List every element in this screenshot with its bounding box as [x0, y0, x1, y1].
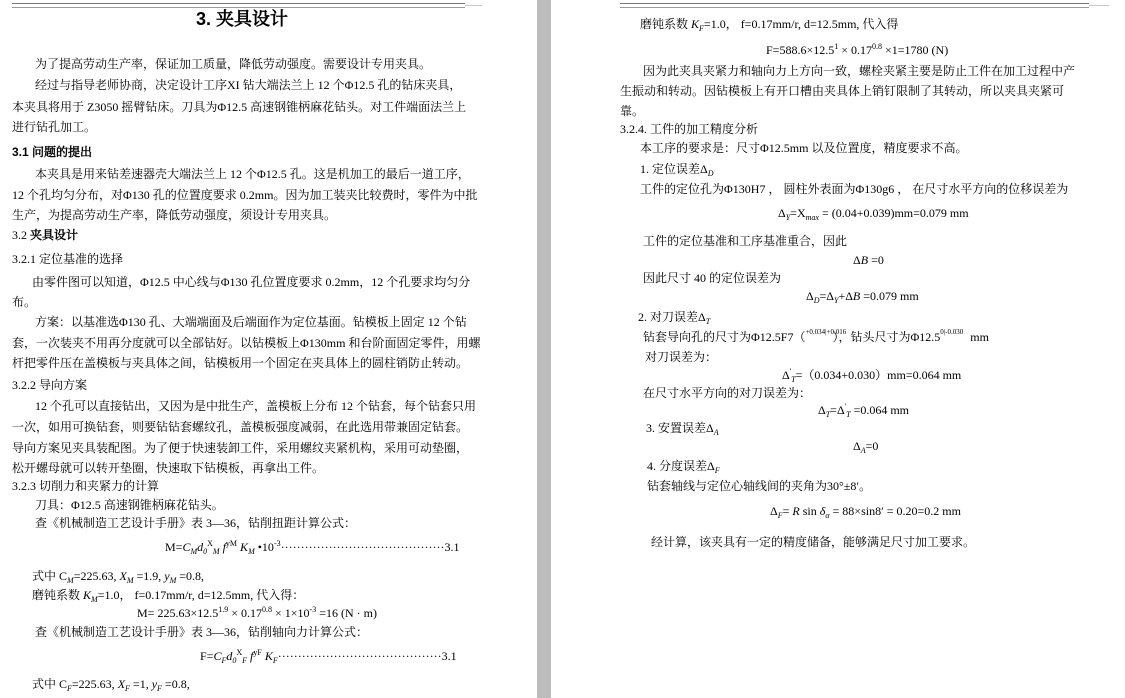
text-segment: = (0.04+0.039)mm=0.079 mm — [818, 206, 969, 220]
text-segment: δ — [819, 504, 826, 518]
text-segment: Δ — [853, 439, 861, 453]
text-segment: =0.079 mm — [860, 289, 919, 303]
text-segment: 3.2.1 定位基准的选择 — [12, 252, 124, 266]
text-segment: =1.0， f=0.17mm/r, d=12.5mm, 代入得： — [97, 588, 305, 602]
text-segment: 经计算，该夹具有一定的精度储备，能够满足尺寸加工要求。 — [651, 535, 976, 549]
text-segment: F — [699, 24, 704, 33]
text-line — [12, 479, 159, 494]
text-line — [806, 289, 919, 304]
text-line — [620, 122, 758, 137]
text-line — [35, 399, 476, 414]
text-segment: d — [226, 649, 233, 663]
text-segment: B — [852, 289, 861, 303]
text-segment: K — [83, 588, 92, 602]
text-segment: X — [119, 569, 127, 583]
text-line — [196, 9, 289, 29]
text-line — [32, 588, 304, 603]
text-segment: =225.63, — [73, 569, 120, 583]
text-line — [643, 386, 811, 401]
text-segment: M — [67, 576, 74, 585]
text-segment: M= 225.63×12.5 — [137, 606, 219, 620]
document-page-right — [551, 0, 1125, 698]
text-line — [12, 441, 468, 456]
text-segment: 3.2.2 导向方案 — [12, 378, 88, 392]
text-segment: =16 (N · m) — [316, 606, 377, 620]
text-segment: A — [713, 428, 719, 437]
text-segment: 经过与指导老师协商，决定设计工序XI 钻大端法兰上 12 个Φ12.5 孔的钻床夹具， — [35, 78, 462, 92]
text-line — [640, 141, 967, 156]
text-segment: Δ — [853, 253, 861, 267]
text-segment: 0.8 — [262, 605, 272, 614]
text-line — [12, 295, 36, 310]
text-line — [778, 206, 969, 221]
text-segment: 一次，如用可换钻套，则要钻钻套螺纹孔，盖模板强度减弱，在此选用带兼固定钻套。 — [12, 420, 469, 434]
text-segment: 0 — [232, 656, 237, 665]
text-line — [35, 167, 470, 182]
text-segment: 方案：以基准选Φ130 孔、大端端面及后端面作为定位基面。钻模板上固定 12 个钻 — [35, 315, 467, 329]
text-segment: =X — [790, 206, 806, 220]
text-segment: 4. 分度误差Δ — [647, 459, 715, 473]
text-segment: × 0.17 — [838, 43, 872, 57]
text-segment: X — [236, 648, 243, 657]
text-segment: 式中 C — [32, 677, 68, 691]
text-segment: d — [197, 540, 204, 554]
page-top-border — [12, 3, 465, 8]
text-segment: 导向方案见夹具装配图。为了便于快速装卸工件，采用螺纹夹紧机构，采用可动垫圈， — [12, 441, 469, 455]
text-segment: +Δ — [838, 289, 853, 303]
text-segment: ' — [844, 402, 847, 411]
text-segment: 本工序的要求是：尺寸Φ12.5mm 以及位置度，精度要求不高。 — [640, 141, 968, 155]
text-segment: 工件的定位孔为Φ130H7 ， 圆柱外表面为Φ130g6 ， 在尺寸水平方向的位移误差为 — [640, 182, 1069, 196]
tolerance-stack: 0|-0.030 — [940, 328, 964, 337]
text-segment: M — [190, 547, 198, 556]
text-segment: M — [248, 547, 255, 556]
text-segment: 钻套轴线与定位心轴线间的夹角为30°±8′。 — [647, 479, 872, 493]
text-segment: K — [691, 17, 700, 31]
text-segment: =Δ — [830, 403, 845, 417]
text-segment: 钻套导向孔的尺寸为Φ12.5F7（ — [643, 330, 806, 344]
text-segment: 1 — [834, 42, 839, 51]
text-segment: 0 — [203, 547, 208, 556]
text-line — [32, 677, 190, 692]
text-segment: =（0.034+0.030）mm=0.064 mm — [795, 368, 962, 382]
text-line — [12, 336, 480, 351]
text-segment: × 1×10 — [272, 606, 310, 620]
text-segment: α — [825, 511, 830, 520]
text-segment: C — [182, 540, 191, 554]
text-line — [12, 420, 468, 435]
text-segment: M — [212, 547, 220, 556]
text-segment: R — [792, 504, 800, 518]
text-segment: y — [151, 677, 158, 691]
text-line — [200, 649, 457, 664]
text-line — [640, 17, 898, 32]
chapter-title: 3. 夹具设计 — [196, 9, 289, 29]
text-line — [32, 275, 470, 290]
text-line — [12, 208, 336, 223]
text-segment: 由零件图可以知道，Φ12.5 中心线与Φ130 孔位置度要求 0.2mm，12 个孔要求均匀分 — [32, 275, 471, 289]
text-segment: ×1=1780 (N) — [882, 43, 949, 57]
text-line — [12, 378, 87, 393]
text-segment: F — [242, 656, 248, 665]
text-segment: 为了提高劳动生产率，保证加工质量，降低劳动强度。需要设计专用夹具。 — [35, 57, 432, 71]
text-segment: T — [791, 375, 796, 384]
text-segment: ·········································3.1 — [280, 540, 460, 554]
text-segment: y — [164, 569, 170, 583]
text-segment: =0.8, — [176, 569, 205, 583]
text-segment: 12 个孔均匀分布，对Φ130 孔的位置度要求 0.2mm。因为加工装夹比较费时，零件为中批 — [12, 188, 478, 202]
text-segment: 进行钻孔加工。 — [12, 120, 97, 134]
text-segment: D — [707, 169, 714, 178]
text-segment: 2. 对刀误差Δ — [638, 310, 706, 324]
text-line — [640, 182, 1068, 197]
text-line — [35, 516, 356, 531]
text-line — [620, 84, 1064, 99]
text-segment: X — [207, 539, 213, 548]
text-segment: =Δ — [819, 289, 834, 303]
text-line — [818, 403, 909, 418]
text-segment: 生振动和转动。因钻模板上有开口槽由夹具体上销钉限制了其转动，所以夹具夹紧可 — [620, 84, 1065, 98]
text-segment: 因为此夹具夹紧力和轴向力上方向一致，螺栓夹紧主要是防止工件在加工过程中产 — [643, 64, 1076, 78]
text-line — [12, 145, 92, 160]
text-line — [165, 540, 459, 555]
text-segment: mm — [967, 330, 989, 344]
text-segment: 磨钝系数 — [32, 588, 84, 602]
text-segment: -3 — [309, 605, 317, 614]
text-segment: =225.63, — [71, 677, 118, 691]
text-line — [643, 64, 1075, 79]
text-line — [12, 356, 468, 371]
text-segment: Δ — [782, 368, 790, 382]
document-page-left — [0, 0, 537, 698]
text-segment: 杆把零件压在盖模板与夹具体之间，钻模板用一个固定在夹具体上的圆柱销防止转动。 — [12, 356, 469, 370]
text-line — [640, 162, 714, 177]
text-segment: yM — [225, 539, 238, 548]
text-segment: 在尺寸水平方向的对刀误差为： — [643, 386, 812, 400]
text-segment: F — [125, 684, 130, 693]
text-segment: M — [169, 576, 177, 585]
text-segment: 松开螺母就可以转开垫圈，快速取下钻模板，再拿出工件。 — [12, 461, 325, 475]
text-segment: K — [261, 649, 273, 663]
text-segment: T — [825, 410, 831, 419]
text-segment: =1, — [129, 677, 152, 691]
text-segment: B — [860, 253, 869, 267]
text-segment: C — [213, 649, 222, 663]
text-segment: 因此尺寸 40 的定位误差为 — [643, 271, 782, 285]
text-segment: A — [860, 446, 866, 455]
text-segment: =1.0， f=0.17mm/r, d=12.5mm, 代入得 — [703, 17, 899, 31]
text-line — [853, 253, 884, 268]
text-segment: -3 — [273, 539, 281, 548]
text-segment: F — [67, 684, 72, 693]
text-segment: 本夹具是用来钻差速器壳大端法兰上 12 个Φ12.5 孔。这是机加工的最后一道工序， — [35, 167, 470, 181]
text-line — [643, 330, 989, 345]
text-segment: K — [237, 540, 249, 554]
text-segment: yF — [253, 648, 262, 657]
text-segment: 生产，为提高劳动生产率，降低劳动强度，须设计专用夹具。 — [12, 208, 337, 222]
text-segment: F — [714, 466, 720, 475]
text-segment: 对刀误差为： — [645, 350, 718, 364]
text-line — [12, 461, 324, 476]
text-segment: max — [805, 213, 819, 222]
text-line — [35, 498, 224, 513]
text-line — [853, 439, 878, 454]
text-segment: 3.2.3 切削力和夹紧力的计算 — [12, 479, 160, 493]
text-segment: 3.2.4. 工件的加工精度分析 — [620, 122, 759, 136]
text-segment: 查《机械制造工艺设计手册》表 3—36，钻削扭距计算公式： — [35, 516, 357, 530]
text-line — [647, 479, 871, 494]
text-segment: f — [219, 540, 226, 554]
text-segment: =0 — [868, 253, 884, 267]
text-segment: F=588.6×12.5 — [766, 43, 835, 57]
text-segment: 0.8 — [872, 42, 882, 51]
text-line — [643, 234, 847, 249]
text-line — [12, 228, 78, 243]
text-segment: Δ — [770, 504, 778, 518]
text-segment: =0.8, — [161, 677, 190, 691]
text-line — [646, 421, 719, 436]
text-segment: =0.064 mm — [850, 403, 909, 417]
text-segment: ·········································3.1 — [277, 649, 457, 663]
text-line — [770, 504, 961, 519]
tolerance-stack: +0.034|+0.016 — [805, 328, 847, 337]
page-corner-mark — [1089, 5, 1109, 6]
text-segment: Y — [833, 296, 839, 305]
text-segment: Δ — [806, 289, 814, 303]
text-segment: 工件的定位基准和工序基准重合，因此 — [643, 234, 848, 248]
text-segment: Δ — [818, 403, 826, 417]
text-segment: 1.9 — [218, 605, 229, 614]
text-line — [137, 606, 377, 621]
text-segment: 靠。 — [620, 104, 645, 118]
text-segment: =0 — [865, 439, 879, 453]
text-segment: F — [272, 656, 278, 665]
text-line — [643, 271, 781, 286]
text-segment: ），钻头尺寸为Φ12.5 — [832, 330, 941, 344]
text-segment: sin — [799, 504, 820, 518]
text-segment: F= — [200, 649, 214, 663]
text-segment: X — [117, 677, 126, 691]
text-segment: F — [221, 656, 227, 665]
text-line — [766, 43, 948, 58]
text-line — [782, 368, 961, 383]
text-line — [12, 188, 477, 203]
text-line — [645, 350, 717, 365]
page-gutter — [537, 0, 551, 698]
text-segment: 夹具设计 — [30, 228, 79, 242]
text-segment: × 0.17 — [228, 606, 262, 620]
text-segment: 3. 安置误差Δ — [646, 421, 714, 435]
text-segment: 刀具：Φ12.5 高速钢锥柄麻花钻头。 — [35, 498, 224, 512]
text-segment: •10 — [254, 540, 274, 554]
text-segment: D — [813, 296, 820, 305]
text-segment: M — [126, 576, 134, 585]
text-segment: Y — [785, 213, 791, 222]
text-segment: 12 个孔可以直接钻出，又因为是中批生产，盖模板上分布 12 个钻套，每个钻套只用 — [35, 399, 477, 413]
page-top-border — [620, 3, 1089, 8]
text-segment: =1.9, — [133, 569, 165, 583]
text-segment: T — [705, 317, 711, 326]
text-segment: Δ — [778, 206, 786, 220]
text-line — [12, 100, 466, 115]
text-line — [620, 104, 644, 119]
text-segment: M — [91, 595, 98, 604]
text-line — [35, 625, 368, 640]
text-segment: = — [782, 504, 793, 518]
text-segment: 查《机械制造工艺设计手册》表 3—36，钻削轴向力计算公式： — [35, 625, 369, 639]
page-corner-mark — [465, 5, 482, 6]
text-line — [647, 459, 720, 474]
text-segment: F — [777, 511, 783, 520]
text-segment: = 88×sin8′ = 0.20=0.2 mm — [829, 504, 961, 518]
text-segment: 3.2 — [12, 228, 30, 242]
text-segment: 磨钝系数 — [640, 17, 692, 31]
text-segment: f — [247, 649, 254, 663]
text-line — [12, 252, 123, 267]
text-segment: ' — [789, 367, 792, 376]
text-segment: 式中 C — [32, 569, 68, 583]
text-segment: 1. 定位误差Δ — [640, 162, 708, 176]
text-line — [651, 535, 975, 550]
text-segment: 套，一次装夹不用再分度就可以全部钻好。以钻模板上Φ130mm 和台阶面固定零件，用螺 — [12, 336, 481, 350]
text-line — [35, 315, 467, 330]
text-segment: F — [157, 684, 162, 693]
text-segment: T — [846, 410, 851, 419]
text-line — [35, 78, 461, 93]
text-segment: M= — [165, 540, 183, 554]
text-segment: 3.1 问题的提出 — [12, 145, 93, 159]
text-line — [32, 569, 204, 584]
text-segment: 本夹具将用于 Z3050 摇臂钻床。刀具为Φ12.5 高速钢锥柄麻花钻头。对工件端面法兰上 — [12, 100, 467, 114]
text-segment: 布。 — [12, 295, 37, 309]
text-line — [12, 120, 96, 135]
text-line — [35, 57, 431, 72]
text-line — [638, 310, 710, 325]
